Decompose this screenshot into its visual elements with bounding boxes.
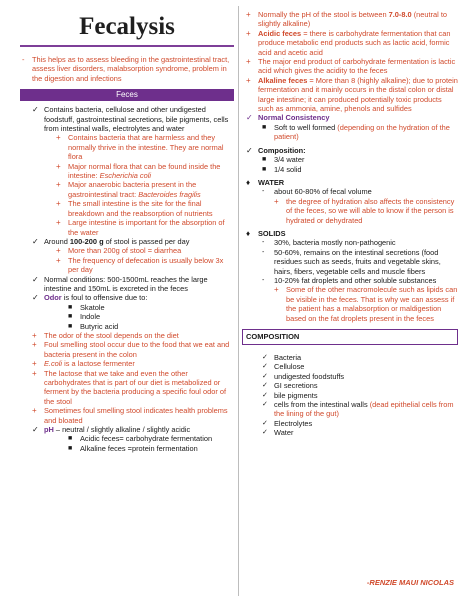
list-item: ■ Alkaline feces =protein fermentation (68, 443, 198, 453)
left-column (20, 10, 234, 453)
list-item: ✓ Electrolytes (262, 418, 313, 428)
list-item: ✓ Odor is foul to offensive due to: (32, 293, 148, 303)
list-item: + Foul smelling stool occur due to the food that we eat and bacteria present in the colon (32, 340, 230, 359)
solids-list (244, 229, 458, 323)
checkmark-icon: ✓ (32, 274, 39, 284)
dash-bullet: - (262, 188, 265, 196)
list-item: ■ Indole (68, 312, 101, 322)
checkmark-icon: ✓ (262, 391, 268, 399)
list-item: + Acidic feces = there is carbohydrate fermentation that can produce metabolic end products such as lactic acid, formic acid and acetic acid (246, 28, 451, 57)
list-item: ✓ bile pigments (262, 390, 318, 400)
cross-bullet-icon: + (56, 161, 61, 171)
dash-bullet: - (262, 276, 265, 284)
ph-notes-list (244, 10, 458, 113)
list-item: ✓ Bacteria (262, 353, 302, 362)
list-item: ✓ Contains bacteria, cellulose and other undigested foodstuff, gastrointestinal secretions, bile pigments, cells from intestinal walls, electrolytes and water (32, 105, 229, 134)
list-item: - 30%, bacteria mostly non-pathogenic (262, 238, 396, 248)
cross-bullet-icon: + (56, 218, 61, 228)
author-signature: -RENZIE MAUI NICOLAS (366, 578, 454, 587)
checkmark-icon: ✓ (262, 363, 268, 371)
cross-bullet-icon: + (246, 28, 251, 38)
checkmark-icon: ✓ (262, 372, 268, 380)
checkmark-icon: ✓ (262, 354, 268, 361)
cross-bullet-icon: + (56, 180, 61, 190)
checkmark-icon: ✓ (262, 401, 268, 409)
square-bullet-icon: ■ (68, 322, 73, 330)
list-item: ■ Butyric acid (68, 321, 119, 331)
dash-bullet: - (22, 55, 25, 64)
list-item: ■ 3/4 water (262, 155, 305, 165)
list-item: + Contains bacteria that are harmless and they normally thrive in the intestine. They are normal flora (56, 133, 224, 162)
title-rule (20, 45, 234, 47)
list-item: + Major anaerobic bacteria present in the gastrointestinal tract: Bacteroides fragilis (56, 180, 201, 199)
list-item: ✓ Cellulose (262, 362, 305, 372)
list-item: + Alkaline feces = More than 8 (highly alkaline); due to protein fermentation and it mainly occurs in the distal colon or distal large intestine; it can produced potentially toxic products such as ammonia, amine, phenols and sulfides (246, 75, 458, 114)
column-divider (238, 6, 239, 596)
list-item: ✓ pH – neutral / slightly alkaline / slightly acidic (32, 425, 191, 435)
list-item: ✓ GI secretions (262, 381, 318, 391)
square-bullet-icon: ■ (68, 313, 73, 321)
list-item: ✓ undigested foodstuffs (262, 371, 345, 381)
list-item: ■ Skatole (68, 302, 105, 312)
composition-list (244, 146, 458, 174)
composition-heading: COMPOSITION (242, 329, 458, 345)
water-drop-icon: ♦ (246, 177, 251, 187)
checkmark-icon: ✓ (32, 425, 39, 435)
cross-bullet-icon: + (56, 246, 61, 256)
square-bullet-icon: ■ (262, 165, 267, 173)
composition-items (244, 353, 458, 438)
cross-bullet-icon: + (246, 10, 251, 19)
list-item: + The small intestine is the site for the final breakdown and the reabsorption of nutrients (56, 199, 213, 218)
right-column (244, 10, 458, 438)
dash-bullet: - (262, 239, 265, 247)
list-item: - 10-20% fat droplets and other soluble substances (262, 275, 437, 285)
list-item: ✓ cells from the intestinal walls (dead epithelial cells from the lining of the gut) (262, 400, 454, 419)
checkmark-icon: ✓ (32, 105, 39, 115)
list-item: + The major end product of carbohydrate fermentation is lactic acid which gives the acidity to the feces (246, 57, 456, 76)
list-item: + Major normal flora that can be found inside the intestine: Escherichia coli (56, 161, 221, 181)
list-item: ✓ Normal Consistency (246, 113, 330, 123)
list-item: ■ 1/4 solid (262, 164, 302, 174)
square-bullet-icon: ■ (262, 156, 267, 164)
cross-bullet-icon: + (32, 406, 37, 416)
list-item: ■ Soft to well formed (depending on the hydration of the patient) (262, 122, 450, 142)
checkmark-icon: ✓ (262, 429, 268, 437)
feces-banner: Feces (20, 89, 234, 101)
cross-bullet-icon: + (32, 330, 37, 340)
cross-bullet-icon: + (56, 255, 61, 265)
checkmark-icon: ✓ (246, 113, 253, 123)
checkmark-icon: ✓ (32, 236, 39, 246)
list-item: - about 60-80% of fecal volume (262, 187, 372, 197)
list-item: - 50-60%, remains on the intestinal secretions (food residues such as seeds, fruits and vegetable skins, hairs, fibers, vegetable cells and muscle fibers (262, 247, 441, 276)
water-list (244, 178, 458, 225)
square-bullet-icon: ■ (68, 303, 73, 311)
checkmark-icon: ✓ (32, 293, 39, 303)
cross-bullet-icon: + (32, 368, 37, 378)
list-item: + the degree of hydration also affects the consistency of the feces, so we will able to know if the person is hydrated or dehydrated (274, 196, 455, 225)
list-item: + Large intestine is important for the absorption of the water (56, 218, 225, 237)
cross-bullet-icon: + (32, 359, 37, 369)
cross-bullet-icon: + (32, 340, 37, 350)
list-item: ✓ Around 100-200 g of stool is passed per day (32, 236, 190, 246)
consistency-list (244, 113, 458, 141)
cross-bullet-icon: + (246, 75, 251, 85)
list-item: + Sometimes foul smelling stool indicates health problems and bloated (32, 406, 228, 425)
list-item: ✓ Composition: (246, 145, 306, 155)
intro-item: - This helps as to assess bleeding in the gastrointestinal tract, assess liver disorders, malabsorption syndrome, problem in the digestion and infections (22, 55, 230, 83)
list-item: ♦ WATER (246, 177, 285, 187)
checkmark-icon: ✓ (262, 382, 268, 390)
list-item: + Some of the other macromolecule such as lipids can be visible in the feces. That is why we can assess if the patient has a malabsorption or maldigestion based on the fat droplets present in the feces (274, 285, 458, 323)
checkmark-icon: ✓ (262, 419, 268, 427)
diamond-icon: ♦ (246, 228, 251, 238)
feces-list (20, 105, 234, 453)
list-item: + The lactose that we take and even the other carbohydrates that is part of our diet is metabolized or ferment by the bacteria producing a specific foul odor of the stool (32, 368, 226, 406)
list-item: + E.coli is a lactose fermenter (32, 359, 135, 369)
checkmark-icon: ✓ (246, 145, 253, 155)
list-item: ♦ SOLIDS (246, 228, 286, 238)
cross-bullet-icon: + (246, 57, 251, 67)
square-bullet-icon: ■ (68, 435, 73, 443)
cross-bullet-icon: + (274, 285, 279, 295)
list-item: ✓ Water (262, 428, 294, 438)
dash-bullet: - (262, 248, 265, 256)
cross-bullet-icon: + (274, 196, 279, 206)
list-item: + More than 200g of stool = diarrhea (56, 246, 182, 256)
list-item: ■ Acidic feces= carbohydrate fermentation (68, 434, 213, 444)
list-item: + Normally the pH of the stool is between 7.0-8.0 (neutral to slightly alkaline) (246, 10, 447, 29)
square-bullet-icon: ■ (262, 123, 267, 131)
list-item: + The odor of the stool depends on the diet (32, 330, 179, 340)
list-item: ✓ Normal conditions: 500-1500mL reaches the large intestine and 150mL is excreted in the feces (32, 274, 208, 293)
cross-bullet-icon: + (56, 199, 61, 209)
square-bullet-icon: ■ (68, 444, 73, 452)
cross-bullet-icon: + (56, 133, 61, 143)
list-item: + The frequency of defecation is usually below 3x per day (56, 255, 224, 275)
page-title: Fecalysis (79, 13, 175, 40)
